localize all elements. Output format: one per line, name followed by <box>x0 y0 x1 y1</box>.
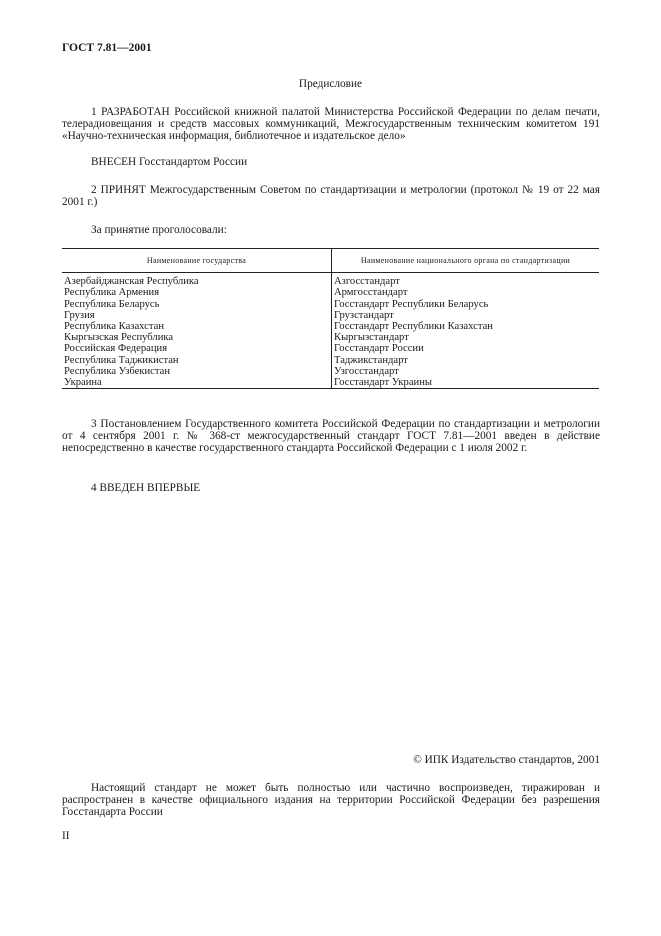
member-states-table <box>62 248 599 389</box>
preface-title: Предисловие <box>298 78 363 90</box>
adopted-paragraph: 2 ПРИНЯТ Межгосударственным Советом по стандартизации и метрологии (протокол № 19 от 22 мая 2001 г.) <box>62 184 600 208</box>
table-row <box>62 310 599 321</box>
copyright-line: © ИПК Издательство стандартов, 2001 <box>413 754 600 766</box>
table-row <box>62 366 599 377</box>
column-header-state: Наименование государства <box>62 249 332 273</box>
state-cell: Республика Узбекистан <box>62 366 332 377</box>
body-cell: Госстандарт Республики Беларусь <box>334 298 489 310</box>
table-row <box>62 321 599 332</box>
page-number: II <box>62 830 70 842</box>
body-cell: Грузстандарт <box>334 309 394 321</box>
standard-header: ГОСТ 7.81—2001 <box>62 42 152 54</box>
body-cell: Узгосстандарт <box>334 365 399 377</box>
body-cell: Госстандарт Республики Казахстан <box>334 321 493 333</box>
body-cell: Таджикстандарт <box>334 354 408 366</box>
table-row <box>62 299 599 310</box>
state-cell: Азербайджанская Республика <box>62 273 332 288</box>
column-header-body: Наименование национального органа по стандартизации <box>332 249 600 273</box>
developed-paragraph: 1 РАЗРАБОТАН Российской книжной палатой Министерства Российской Федерации по делам печати, телерадиовещания и средств массовых коммуникаций, Межгосударственным техническим комитетом 191 «Научно-техническая информация, библиотечное и издательское дело» <box>62 106 600 142</box>
state-cell: Республика Таджикистан <box>62 355 332 366</box>
reproduction-notice: Настоящий стандарт не может быть полностью или частично воспроизведен, тиражирован и распространен в качестве официального издания на территории Российской Федерации без разрешения Госстандарта России <box>62 782 600 818</box>
state-cell: Кыргызская Республика <box>62 332 332 343</box>
body-cell: Госстандарт Украины <box>332 377 600 389</box>
table-row <box>62 287 599 298</box>
body-cell: Кыргызстандарт <box>334 332 409 344</box>
table-row <box>62 355 599 366</box>
state-cell: Украина <box>62 377 332 389</box>
state-cell: Республика Казахстан <box>62 321 332 332</box>
state-cell: Республика Армения <box>62 287 332 298</box>
voted-label: За принятие проголосовали: <box>91 224 227 236</box>
introduced-paragraph: ВНЕСЕН Госстандартом России <box>91 156 248 168</box>
table-row <box>62 273 599 288</box>
table-row <box>62 377 599 389</box>
table-row <box>62 332 599 343</box>
state-cell: Российская Федерация <box>62 343 332 354</box>
body-cell: Азгосстандарт <box>334 276 400 288</box>
state-cell: Грузия <box>62 310 332 321</box>
body-cell: Госстандарт России <box>334 343 424 355</box>
state-cell: Республика Беларусь <box>62 299 332 310</box>
enacted-paragraph: 3 Постановлением Государственного комитета Российской Федерации по стандартизации и метрологии от 4 сентября 2001 г. № 368-ст межгосударственный стандарт ГОСТ 7.81—2001 введен в действие непосредственно в качестве государственного стандарта Российской Федерации с 1 июля 2002 г. <box>62 418 600 454</box>
first-introduced-paragraph: 4 ВВЕДЕН ВПЕРВЫЕ <box>91 482 201 494</box>
table-row <box>62 343 599 354</box>
table-header-row <box>62 249 599 273</box>
body-cell: Армгосстандарт <box>334 287 408 299</box>
